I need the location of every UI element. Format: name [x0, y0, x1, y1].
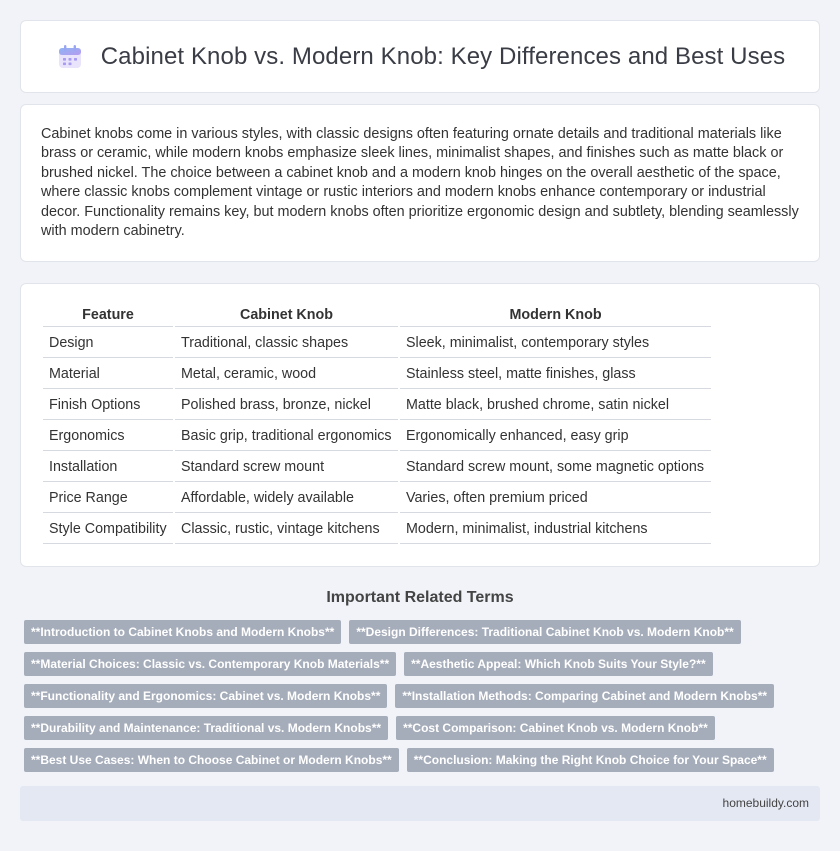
related-term-tag[interactable]: **Cost Comparison: Cabinet Knob vs. Modern Knob** [396, 716, 715, 740]
related-term-tag[interactable]: **Material Choices: Classic vs. Contemporary Knob Materials** [24, 652, 396, 676]
modern-knob-cell: Modern, minimalist, industrial kitchens [400, 513, 711, 544]
feature-cell: Material [43, 358, 173, 389]
related-term-tag[interactable]: **Durability and Maintenance: Traditional vs. Modern Knobs** [24, 716, 388, 740]
feature-cell: Style Compatibility [43, 513, 173, 544]
intro-card [20, 104, 820, 262]
page-title: Cabinet Knob vs. Modern Knob: Key Differences and Best Uses [100, 42, 786, 70]
cabinet-knob-cell: Metal, ceramic, wood [175, 358, 398, 389]
cabinet-knob-cell: Classic, rustic, vintage kitchens [175, 513, 398, 544]
calendar-icon [55, 42, 85, 72]
column-header-modern-knob: Modern Knob [400, 302, 711, 327]
column-header-feature: Feature [43, 302, 173, 327]
feature-cell: Finish Options [43, 389, 173, 420]
related-terms-list [24, 620, 824, 780]
cabinet-knob-cell: Traditional, classic shapes [175, 327, 398, 358]
related-term-tag[interactable]: **Design Differences: Traditional Cabinet Knob vs. Modern Knob** [349, 620, 740, 644]
footer [20, 786, 820, 821]
related-term-tag[interactable]: **Functionality and Ergonomics: Cabinet vs. Modern Knobs** [24, 684, 387, 708]
table-row [43, 451, 711, 482]
column-header-cabinet-knob: Cabinet Knob [175, 302, 398, 327]
feature-cell: Ergonomics [43, 420, 173, 451]
comparison-table [41, 302, 713, 544]
related-term-tag[interactable]: **Installation Methods: Comparing Cabinet and Modern Knobs** [395, 684, 774, 708]
cabinet-knob-cell: Affordable, widely available [175, 482, 398, 513]
feature-cell: Price Range [43, 482, 173, 513]
table-row [43, 513, 711, 544]
table-row [43, 482, 711, 513]
related-term-tag[interactable]: **Best Use Cases: When to Choose Cabinet or Modern Knobs** [24, 748, 399, 772]
modern-knob-cell: Ergonomically enhanced, easy grip [400, 420, 711, 451]
table-row [43, 389, 711, 420]
related-terms-title: Important Related Terms [326, 589, 514, 606]
cabinet-knob-cell: Polished brass, bronze, nickel [175, 389, 398, 420]
modern-knob-cell: Matte black, brushed chrome, satin nickel [400, 389, 711, 420]
related-term-tag[interactable]: **Introduction to Cabinet Knobs and Modern Knobs** [24, 620, 341, 644]
feature-cell: Design [43, 327, 173, 358]
related-term-tag[interactable]: **Conclusion: Making the Right Knob Choice for Your Space** [407, 748, 774, 772]
modern-knob-cell: Varies, often premium priced [400, 482, 711, 513]
table-row [43, 358, 711, 389]
header [55, 42, 786, 72]
related-term-tag[interactable]: **Aesthetic Appeal: Which Knob Suits Your Style?** [404, 652, 713, 676]
modern-knob-cell: Stainless steel, matte finishes, glass [400, 358, 711, 389]
modern-knob-cell: Sleek, minimalist, contemporary styles [400, 327, 711, 358]
intro-paragraph: Cabinet knobs come in various styles, with classic designs often featuring ornate details and traditional materials like brass or ceramic, while modern knobs emphasize sleek lines, minimalist shapes, and finishes such as matte black or brushed nickel. The choice between a cabinet knob and a modern knob hinges on the overall aesthetic of the space, where classic knobs complement vintage or rustic interiors and modern knobs enhance contemporary or industrial decor. Functionality remains key, but modern knobs often prioritize ergonomic design and subtlety, blending seamlessly with modern cabinetry. [41, 126, 799, 240]
footer-site-link[interactable]: homebuildy.com [722, 796, 809, 810]
header-card [20, 20, 820, 93]
table-row [43, 327, 711, 358]
table-header-row [43, 302, 711, 327]
comparison-table-card [20, 283, 820, 567]
cabinet-knob-cell: Basic grip, traditional ergonomics [175, 420, 398, 451]
table-row [43, 420, 711, 451]
feature-cell: Installation [43, 451, 173, 482]
cabinet-knob-cell: Standard screw mount [175, 451, 398, 482]
modern-knob-cell: Standard screw mount, some magnetic options [400, 451, 711, 482]
